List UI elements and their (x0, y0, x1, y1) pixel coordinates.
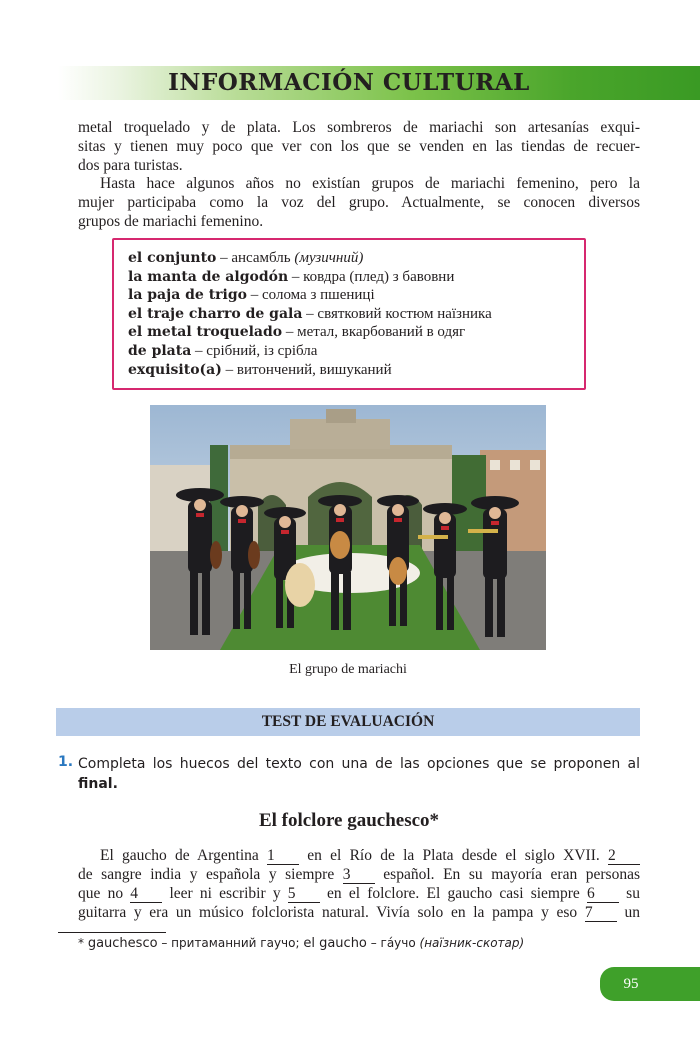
blank-3: 3 (343, 867, 375, 884)
text-line: que no 4 leer ni escribir y 5 en el folclore. El gaucho casi siempre 6 su (78, 885, 640, 902)
paragraph-2 (78, 174, 640, 231)
task-instruction (78, 754, 640, 794)
text-line: mujer participaba como la voz del grupo. Actualmente, se conocen diversos (78, 194, 640, 211)
blank-1: 1 (267, 848, 299, 865)
text-line: sitas y tienen muy poco que ver con los que se venden en las tiendas de recuer- (78, 138, 640, 155)
text-line: Hasta hace algunos años no existían grupos de mariachi femenino, pero la (100, 175, 640, 192)
photo-caption: El grupo de mariachi (289, 662, 407, 677)
text-line: final. (78, 776, 118, 792)
vocabulary-item: la manta de algodón – ковдра (плед) з бавовни (128, 268, 455, 285)
text-line: El gaucho de Argentina 1 en el Río de la Plata desde el siglo XVII. 2 (78, 846, 640, 865)
blank-6: 6 (587, 886, 619, 903)
section-title: INFORMACIÓN CULTURAL (168, 69, 530, 96)
vocabulary-item: el conjunto – ансамбль (музичний) (128, 250, 364, 266)
vocabulary-box (112, 238, 586, 390)
blank-5: 5 (288, 886, 320, 903)
vocabulary-item: exquisito(a) – витончений, вишуканий (128, 361, 392, 378)
footnote-divider (58, 932, 166, 933)
vocabulary-item: el traje charro de gala – святковий костюм наїзника (128, 305, 492, 322)
vocabulary-item: de plata – срібний, із срібла (128, 342, 318, 359)
page-number: 95 (623, 976, 639, 992)
blank-4: 4 (130, 886, 162, 903)
blank-2: 2 (608, 848, 640, 865)
blank-7: 7 (585, 905, 617, 922)
test-heading: TEST DE EVALUACIÓN (56, 708, 640, 736)
text-line: metal troquelado y de plata. Los sombreros de mariachi son artesanías exqui- (78, 119, 640, 136)
paragraph-1 (78, 118, 640, 175)
text-line: Completa los huecos del texto con una de las opciones que se proponen al (78, 756, 640, 772)
reading-text (78, 846, 640, 922)
vocabulary-item: la paja de trigo – солома з пшениці (128, 287, 375, 304)
footnote: * gauchesco – притаманний гаучо; el gaucho – гáучо (наїзник-скотар) (78, 936, 525, 951)
text-line: grupos de mariachi femenino. (78, 213, 264, 230)
reading-title: El folclore gauchesco* (258, 810, 440, 831)
task-number: 1. (58, 754, 74, 770)
vocabulary-item: el metal troquelado – метал, вкарбований в одяг (128, 324, 466, 341)
text-line: dos para turistas. (78, 157, 183, 174)
mariachi-photo (150, 405, 546, 650)
text-line: de sangre india y española y siempre 3 español. En su mayoría eran personas (78, 866, 640, 883)
text-line: guitarra y era un músico folclorista natural. Vivía solo en la pampa y eso 7 un (78, 904, 641, 921)
